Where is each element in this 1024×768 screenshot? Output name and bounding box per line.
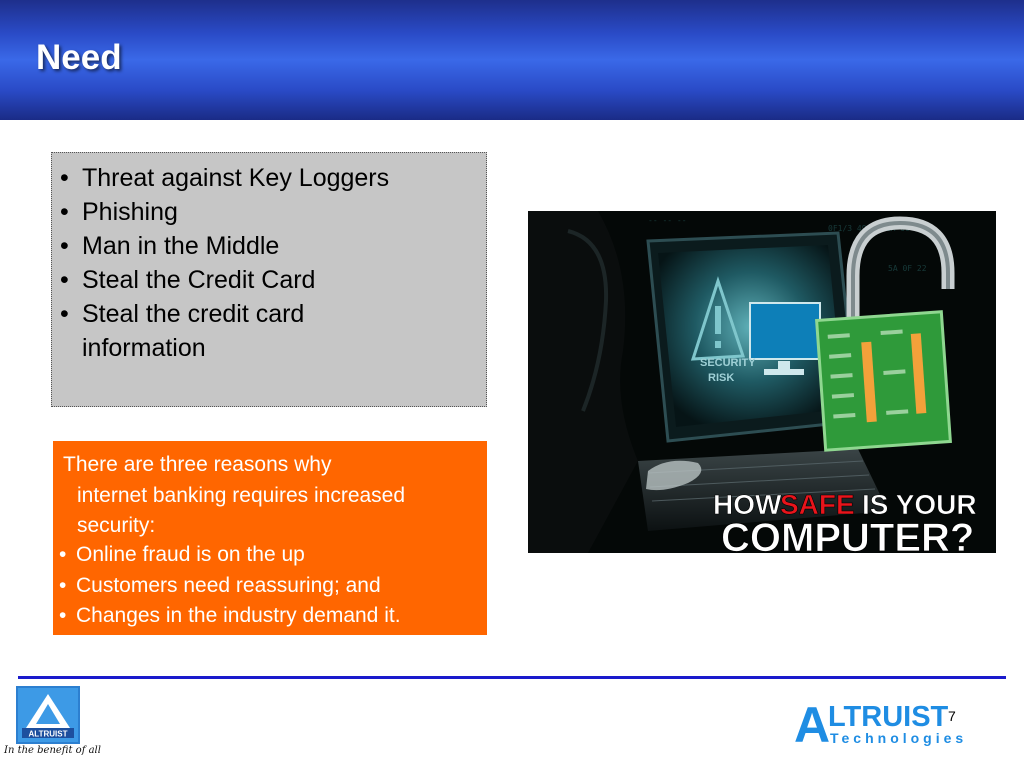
bullet-icon: •	[60, 266, 69, 294]
logo-tagline: In the benefit of all	[4, 745, 101, 756]
reasons-intro	[63, 450, 483, 542]
screen-text: RISK	[708, 372, 735, 384]
altruist-technologies-logo	[794, 696, 1006, 748]
reasons-box	[53, 441, 487, 635]
svg-text:LTRUIST: LTRUIST	[828, 701, 949, 733]
list-item: • Changes in the industry demand it.	[59, 601, 401, 632]
page-number: 7	[948, 708, 956, 724]
list-item: • Steal the credit card information	[60, 297, 352, 365]
list-item: • Online fraud is on the up	[59, 540, 401, 571]
bullet-icon: •	[60, 300, 69, 328]
photo-caption	[713, 489, 977, 553]
screen-text: SECURITY	[700, 357, 756, 369]
svg-text:Technologies: Technologies	[830, 730, 968, 746]
intro-line: There are three reasons why	[63, 453, 332, 476]
title-bar	[0, 0, 1024, 120]
bullet-icon: •	[60, 232, 69, 260]
reasons-list	[59, 540, 401, 632]
svg-text:SAFE: SAFE	[780, 489, 855, 520]
svg-text:5A 0F 22: 5A 0F 22	[888, 264, 927, 273]
svg-text:0F1/3 49C2 81A-00: 0F1/3 49C2 81A-00	[828, 224, 910, 233]
svg-text:-- -- --: -- -- --	[648, 216, 687, 225]
bullet-icon: •	[59, 604, 67, 627]
footer-divider	[18, 676, 1006, 679]
list-item: • Steal the Credit Card	[60, 263, 486, 297]
altruist-logo	[16, 686, 80, 744]
threat-list-box	[51, 152, 487, 407]
list-item: • Threat against Key Loggers	[60, 161, 486, 195]
svg-text:ALTRUIST: ALTRUIST	[28, 729, 68, 739]
svg-text:HOW: HOW	[713, 489, 782, 520]
bullet-icon: •	[60, 164, 69, 192]
bullet-icon: •	[60, 198, 69, 226]
security-photo	[528, 211, 996, 553]
list-item: • Phishing	[60, 195, 486, 229]
bullet-icon: •	[59, 543, 67, 566]
svg-text:A: A	[794, 697, 831, 748]
intro-line: security:	[77, 514, 156, 537]
list-item: • Customers need reassuring; and	[59, 571, 401, 602]
svg-text:COMPUTER?: COMPUTER?	[721, 516, 975, 553]
slide-title: Need	[36, 38, 122, 77]
svg-text:IS YOUR: IS YOUR	[862, 489, 977, 520]
intro-line: internet banking requires increased	[77, 483, 406, 507]
bullet-icon: •	[59, 573, 67, 597]
list-item: • Man in the Middle	[60, 229, 486, 263]
threat-list	[52, 153, 486, 365]
